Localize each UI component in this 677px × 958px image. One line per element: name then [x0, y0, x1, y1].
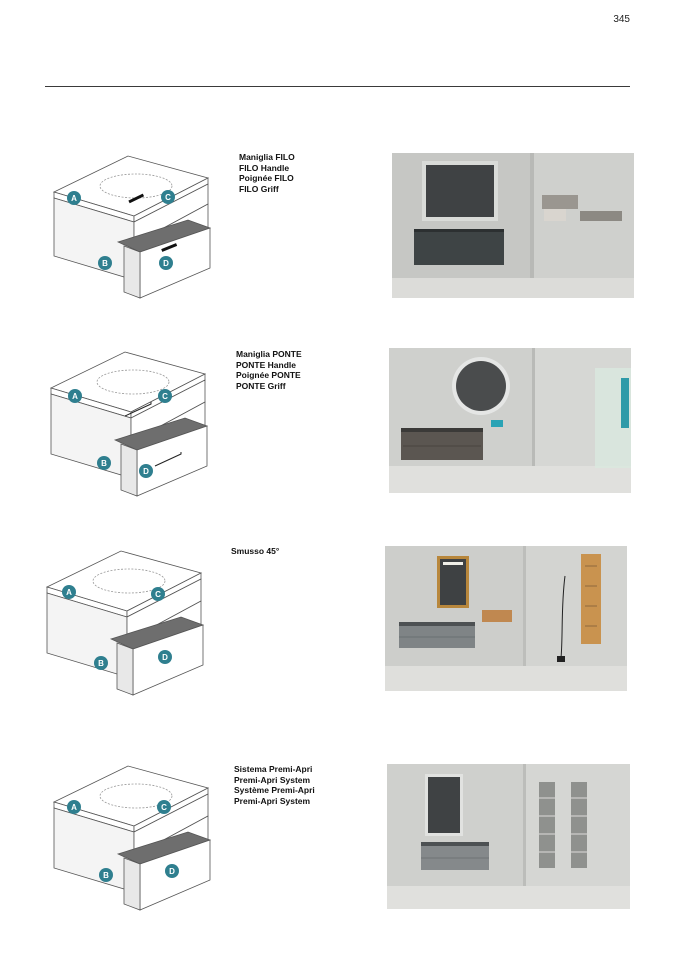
label-premi-apri [234, 764, 315, 806]
callout-d: D [162, 653, 168, 662]
callout-a: A [66, 588, 72, 597]
label-line: FILO Griff [239, 183, 279, 194]
callout-c: C [162, 392, 168, 401]
label-line: Poignée FILO [239, 173, 294, 183]
callout-a: A [71, 803, 77, 812]
label-line: Premi-Apri System [234, 795, 311, 806]
callout-d: D [143, 467, 149, 476]
callout-d: D [163, 259, 169, 268]
callout-a: A [72, 392, 78, 401]
label-line: Poignée PONTE [236, 370, 301, 380]
cabinet-diagram-smusso [41, 545, 211, 697]
callout-c: C [161, 803, 167, 812]
label-line: Maniglia PONTE [236, 349, 302, 359]
callout-a: A [71, 194, 77, 203]
callout-b: B [103, 871, 109, 880]
header-rule [45, 86, 630, 87]
callout-d: D [169, 867, 175, 876]
photo-filo [392, 153, 634, 298]
callout-b: B [101, 459, 107, 468]
photo-premi-apri [387, 764, 630, 909]
label-line: PONTE Handle [236, 359, 296, 370]
cabinet-diagram-ponte [45, 346, 215, 498]
cabinet-diagram-premi-apri [48, 760, 218, 912]
label-filo [239, 152, 295, 194]
callout-c: C [165, 193, 171, 202]
callout-c: C [155, 590, 161, 599]
label-line: Premi-Apri System [234, 774, 311, 785]
label-line: Système Premi-Apri [234, 785, 315, 795]
label-line: Maniglia FILO [239, 152, 295, 162]
label-ponte [236, 349, 302, 391]
label-line: PONTE Griff [236, 380, 286, 391]
photo-ponte [389, 348, 631, 493]
label-line: Smusso 45° [231, 546, 280, 556]
label-smusso [231, 546, 279, 557]
cabinet-diagram-filo [48, 150, 218, 300]
callout-b: B [102, 259, 108, 268]
label-line: Sistema Premi-Apri [234, 764, 313, 774]
label-line: FILO Handle [239, 162, 290, 173]
photo-smusso [385, 546, 627, 691]
callout-b: B [98, 659, 104, 668]
page-number: 345 [613, 14, 630, 25]
